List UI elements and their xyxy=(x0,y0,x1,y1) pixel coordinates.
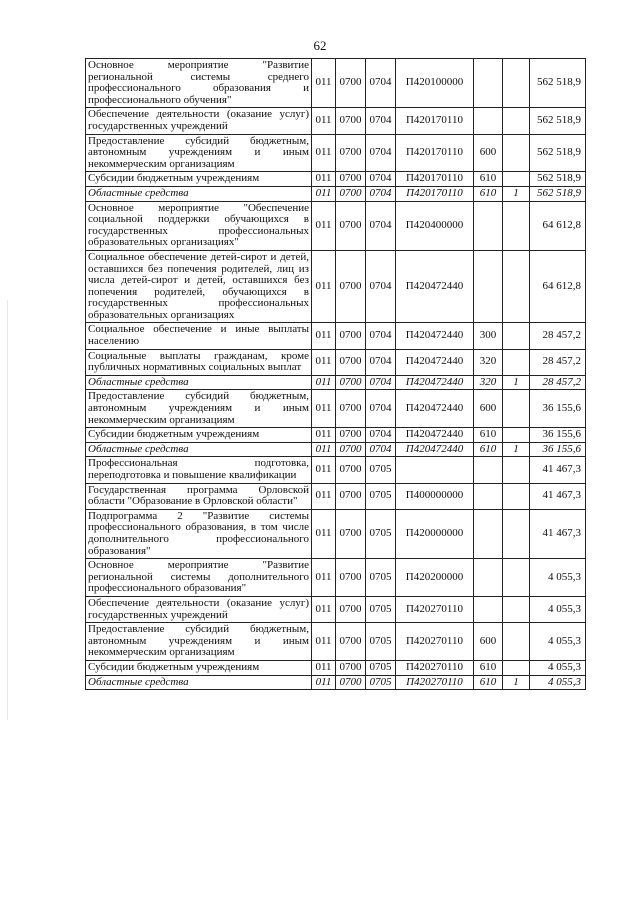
table-row xyxy=(86,509,586,558)
source-code: 1 xyxy=(503,375,530,390)
source-code xyxy=(503,134,530,172)
subsection-code: 0705 xyxy=(366,457,396,483)
subsection-code: 0704 xyxy=(366,428,396,443)
section-code: 0700 xyxy=(336,172,366,187)
admin-code: 011 xyxy=(312,675,336,690)
source-code xyxy=(503,59,530,108)
section-code: 0700 xyxy=(336,250,366,323)
expense-type-code xyxy=(474,201,503,250)
expense-type-code xyxy=(474,483,503,509)
row-name: Обеспечение деятельности (оказание услуг) государственных учреждений xyxy=(86,596,312,622)
amount: 28 457,2 xyxy=(530,349,586,375)
table-row xyxy=(86,59,586,108)
source-code xyxy=(503,623,530,661)
row-name: Областные средства xyxy=(86,675,312,690)
amount: 64 612,8 xyxy=(530,201,586,250)
amount: 562 518,9 xyxy=(530,186,586,201)
source-code xyxy=(503,596,530,622)
target-article-code: П420472440 xyxy=(396,349,474,375)
expense-type-code: 600 xyxy=(474,623,503,661)
section-code: 0700 xyxy=(336,623,366,661)
admin-code: 011 xyxy=(312,134,336,172)
expense-type-code: 300 xyxy=(474,323,503,349)
section-code: 0700 xyxy=(336,509,366,558)
amount: 4 055,3 xyxy=(530,660,586,675)
source-code xyxy=(503,428,530,443)
section-code: 0700 xyxy=(336,323,366,349)
amount: 562 518,9 xyxy=(530,108,586,134)
row-name: Субсидии бюджетным учреждениям xyxy=(86,660,312,675)
admin-code: 011 xyxy=(312,108,336,134)
source-code xyxy=(503,660,530,675)
subsection-code: 0704 xyxy=(366,442,396,457)
target-article-code: П420170110 xyxy=(396,108,474,134)
subsection-code: 0705 xyxy=(366,483,396,509)
row-name: Предоставление субсидий бюджетным, автономным учреждениям и иным некоммерческим организациям xyxy=(86,390,312,428)
section-code: 0700 xyxy=(336,390,366,428)
target-article-code: П420200000 xyxy=(396,559,474,597)
target-article-code: П420472440 xyxy=(396,390,474,428)
row-name: Социальные выплаты гражданам, кроме публичных нормативных социальных выплат xyxy=(86,349,312,375)
source-code xyxy=(503,108,530,134)
admin-code: 011 xyxy=(312,390,336,428)
expense-type-code: 610 xyxy=(474,660,503,675)
subsection-code: 0704 xyxy=(366,323,396,349)
section-code: 0700 xyxy=(336,59,366,108)
target-article-code: П420472440 xyxy=(396,323,474,349)
section-code: 0700 xyxy=(336,349,366,375)
source-code: 1 xyxy=(503,186,530,201)
source-code xyxy=(503,559,530,597)
subsection-code: 0704 xyxy=(366,375,396,390)
section-code: 0700 xyxy=(336,375,366,390)
source-code xyxy=(503,483,530,509)
expense-type-code: 320 xyxy=(474,375,503,390)
admin-code: 011 xyxy=(312,250,336,323)
row-name: Профессиональная подготовка, переподготовка и повышение квалификации xyxy=(86,457,312,483)
expense-type-code xyxy=(474,250,503,323)
table-row xyxy=(86,108,586,134)
source-code xyxy=(503,201,530,250)
table-row xyxy=(86,134,586,172)
section-code: 0700 xyxy=(336,108,366,134)
admin-code: 011 xyxy=(312,323,336,349)
target-article-code: П420100000 xyxy=(396,59,474,108)
row-name: Подпрограмма 2 "Развитие системы профессионального образования, в том числе дополнительного профессионального образования" xyxy=(86,509,312,558)
subsection-code: 0705 xyxy=(366,675,396,690)
target-article-code: П420270110 xyxy=(396,623,474,661)
row-name: Социальное обеспечение и иные выплаты населению xyxy=(86,323,312,349)
amount: 28 457,2 xyxy=(530,375,586,390)
admin-code: 011 xyxy=(312,623,336,661)
section-code: 0700 xyxy=(336,457,366,483)
expense-type-code: 610 xyxy=(474,186,503,201)
source-code xyxy=(503,457,530,483)
target-article-code: П420472440 xyxy=(396,428,474,443)
table-row xyxy=(86,201,586,250)
table-row xyxy=(86,596,586,622)
amount: 36 155,6 xyxy=(530,442,586,457)
row-name: Государственная программа Орловской области "Образование в Орловской области" xyxy=(86,483,312,509)
source-code xyxy=(503,509,530,558)
target-article-code: П420400000 xyxy=(396,201,474,250)
admin-code: 011 xyxy=(312,172,336,187)
table-body xyxy=(86,59,586,690)
amount: 64 612,8 xyxy=(530,250,586,323)
row-name: Предоставление субсидий бюджетным, автономным учреждениям и иным некоммерческим организациям xyxy=(86,623,312,661)
expense-type-code xyxy=(474,596,503,622)
scan-margin-line xyxy=(7,300,8,720)
subsection-code: 0704 xyxy=(366,201,396,250)
source-code xyxy=(503,323,530,349)
row-name: Обеспечение деятельности (оказание услуг) государственных учреждений xyxy=(86,108,312,134)
amount: 36 155,6 xyxy=(530,428,586,443)
expense-type-code: 600 xyxy=(474,134,503,172)
table-row xyxy=(86,559,586,597)
section-code: 0700 xyxy=(336,428,366,443)
amount: 41 467,3 xyxy=(530,483,586,509)
target-article-code: П400000000 xyxy=(396,483,474,509)
table-row xyxy=(86,250,586,323)
section-code: 0700 xyxy=(336,559,366,597)
source-code xyxy=(503,390,530,428)
table-row xyxy=(86,186,586,201)
source-code: 1 xyxy=(503,675,530,690)
amount: 562 518,9 xyxy=(530,172,586,187)
amount: 36 155,6 xyxy=(530,390,586,428)
expense-type-code: 600 xyxy=(474,390,503,428)
section-code: 0700 xyxy=(336,483,366,509)
source-code: 1 xyxy=(503,442,530,457)
expense-type-code: 320 xyxy=(474,349,503,375)
section-code: 0700 xyxy=(336,596,366,622)
amount: 4 055,3 xyxy=(530,623,586,661)
subsection-code: 0704 xyxy=(366,108,396,134)
subsection-code: 0705 xyxy=(366,596,396,622)
admin-code: 011 xyxy=(312,428,336,443)
target-article-code: П420472440 xyxy=(396,375,474,390)
admin-code: 011 xyxy=(312,457,336,483)
target-article-code: П420472440 xyxy=(396,250,474,323)
table-row xyxy=(86,323,586,349)
admin-code: 011 xyxy=(312,201,336,250)
budget-table xyxy=(85,58,586,690)
admin-code: 011 xyxy=(312,59,336,108)
expense-type-code xyxy=(474,457,503,483)
target-article-code: П420270110 xyxy=(396,660,474,675)
row-name: Предоставление субсидий бюджетным, автономным учреждениям и иным некоммерческим организациям xyxy=(86,134,312,172)
expense-type-code xyxy=(474,59,503,108)
source-code xyxy=(503,250,530,323)
table-row xyxy=(86,172,586,187)
table-row xyxy=(86,428,586,443)
table-row xyxy=(86,660,586,675)
section-code: 0700 xyxy=(336,660,366,675)
subsection-code: 0705 xyxy=(366,623,396,661)
expense-type-code xyxy=(474,509,503,558)
admin-code: 011 xyxy=(312,375,336,390)
expense-type-code: 610 xyxy=(474,428,503,443)
table-row xyxy=(86,483,586,509)
table-row xyxy=(86,675,586,690)
expense-type-code xyxy=(474,559,503,597)
admin-code: 011 xyxy=(312,509,336,558)
amount: 562 518,9 xyxy=(530,134,586,172)
row-name: Социальное обеспечение детей-сирот и детей, оставшихся без попечения родителей, лиц из числа детей-сирот и детей, оставшихся без попечения родителей, обучающихся в государственных профессиональных образовательных организациях xyxy=(86,250,312,323)
row-name: Субсидии бюджетным учреждениям xyxy=(86,428,312,443)
admin-code: 011 xyxy=(312,442,336,457)
row-name: Областные средства xyxy=(86,442,312,457)
subsection-code: 0704 xyxy=(366,172,396,187)
admin-code: 011 xyxy=(312,186,336,201)
row-name: Субсидии бюджетным учреждениям xyxy=(86,172,312,187)
subsection-code: 0704 xyxy=(366,186,396,201)
target-article-code: П420170110 xyxy=(396,172,474,187)
amount: 4 055,3 xyxy=(530,596,586,622)
subsection-code: 0705 xyxy=(366,660,396,675)
target-article-code: П420000000 xyxy=(396,509,474,558)
table-row xyxy=(86,390,586,428)
target-article-code: П420472440 xyxy=(396,442,474,457)
table-row xyxy=(86,349,586,375)
amount: 4 055,3 xyxy=(530,559,586,597)
subsection-code: 0704 xyxy=(366,59,396,108)
row-name: Основное мероприятие "Обеспечение социальной поддержки обучающихся в государственных профессиональных образовательных организациях" xyxy=(86,201,312,250)
target-article-code: П420270110 xyxy=(396,675,474,690)
section-code: 0700 xyxy=(336,201,366,250)
target-article-code xyxy=(396,457,474,483)
table-row xyxy=(86,442,586,457)
table-row xyxy=(86,623,586,661)
section-code: 0700 xyxy=(336,442,366,457)
page-number: 62 xyxy=(313,38,327,53)
section-code: 0700 xyxy=(336,675,366,690)
subsection-code: 0704 xyxy=(366,390,396,428)
admin-code: 011 xyxy=(312,349,336,375)
amount: 41 467,3 xyxy=(530,509,586,558)
table-row xyxy=(86,457,586,483)
subsection-code: 0705 xyxy=(366,509,396,558)
section-code: 0700 xyxy=(336,134,366,172)
row-name: Областные средства xyxy=(86,375,312,390)
source-code xyxy=(503,172,530,187)
amount: 4 055,3 xyxy=(530,675,586,690)
subsection-code: 0704 xyxy=(366,134,396,172)
table-row xyxy=(86,375,586,390)
amount: 41 467,3 xyxy=(530,457,586,483)
subsection-code: 0704 xyxy=(366,250,396,323)
admin-code: 011 xyxy=(312,596,336,622)
expense-type-code xyxy=(474,108,503,134)
target-article-code: П420170110 xyxy=(396,186,474,201)
amount: 28 457,2 xyxy=(530,323,586,349)
admin-code: 011 xyxy=(312,660,336,675)
subsection-code: 0705 xyxy=(366,559,396,597)
target-article-code: П420170110 xyxy=(396,134,474,172)
expense-type-code: 610 xyxy=(474,675,503,690)
row-name: Областные средства xyxy=(86,186,312,201)
admin-code: 011 xyxy=(312,559,336,597)
row-name: Основное мероприятие "Развитие региональной системы среднего профессионального образования и профессионального обучения" xyxy=(86,59,312,108)
row-name: Основное мероприятие "Развитие региональной системы дополнительного профессионального образования" xyxy=(86,559,312,597)
expense-type-code: 610 xyxy=(474,442,503,457)
source-code xyxy=(503,349,530,375)
subsection-code: 0704 xyxy=(366,349,396,375)
expense-type-code: 610 xyxy=(474,172,503,187)
target-article-code: П420270110 xyxy=(396,596,474,622)
section-code: 0700 xyxy=(336,186,366,201)
admin-code: 011 xyxy=(312,483,336,509)
amount: 562 518,9 xyxy=(530,59,586,108)
